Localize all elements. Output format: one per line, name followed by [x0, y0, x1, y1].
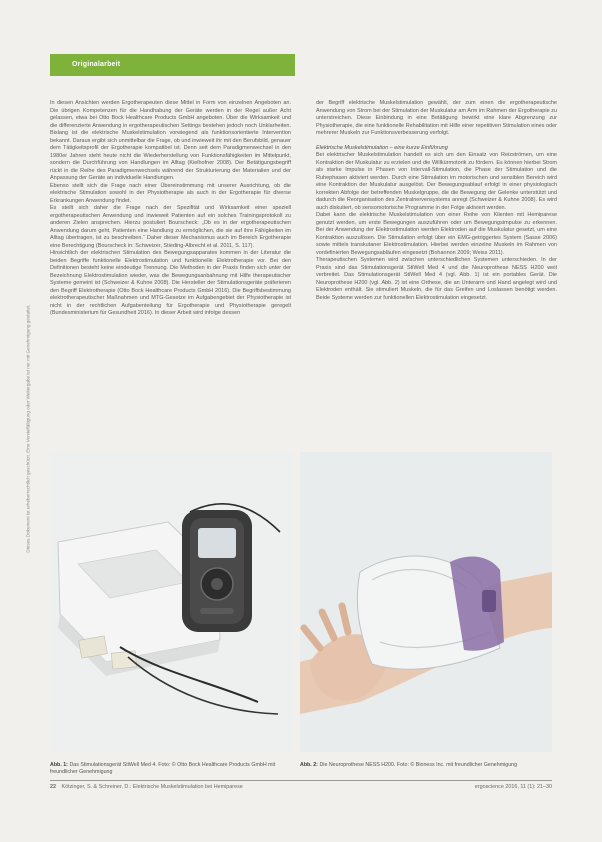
footer-left: [50, 784, 243, 790]
caption-text: Die Neuroprothese NESS H200. Foto: © Bioness Inc. mit freundlicher Genehmigung: [319, 762, 518, 768]
paragraph: Dabei kann die elektrische Muskelstimulation von einer Reihe von Klienten mit Hemiparese genutzt werden, um erste Bewegungen auszuführen oder um Bewegungsimpulse zu erkennen. Bei der Anwendung der Elektrostimulation werden Elektroden auf die Muskulatur gesetzt, um eine Kontraktion auszulösen. Die Stimulation erfolgt über ein EMG-getriggertes System (Sasse 2006) sowie mittels transkutaner Elektrostimulation. Hierbei werden einzelne Muskeln im Rahmen von vordefinierten Bewegungsabläufen eingesetzt (Bohannon 2009; Weiss 2011).: [316, 212, 557, 256]
running-title: Kötzinger, S. & Schreiner, D.: Elektrische Muskelstimulation bei Hemiparese: [61, 784, 243, 790]
footer-divider: [50, 780, 552, 781]
paragraph: Es stellt sich daher die Frage nach der Spezifität und Wirksamkeit einer speziell ergotherapeutischen Anwendung und inwieweit Patienten auf ein solches Trainingsprotokoll zu anderen Zielen ansprechen. Hierzu postuliert Bourscheck: „Ob es in der ergotherapeutischen Anwendung darum geht, Patienten eine Handlung zu ermöglichen, die sie auf ihre Fähigkeiten im Alltag übertragen, ist zu beschreiben.“ Daher dieser Mechanismus auch im Bereich Ergotherapie eine Berechtigung (Bourscheck in: Schweizer, Stieding-Albrecht et al. 2011, S. 117).: [50, 205, 291, 249]
right-column: [316, 100, 557, 418]
figure-stiwell-device: [50, 452, 294, 752]
caption-text: Das Stimulationsgerät StiWell Med 4. Foto: © Otto Bock Healthcare Products GmbH mit freundlicher Genehmigung: [50, 762, 276, 775]
caption-label: Abb. 1:: [50, 762, 68, 768]
caption-label: Abb. 2:: [300, 762, 318, 768]
figure-ness-h200: [300, 452, 552, 752]
section-heading: Elektrische Muskelstimulation – eine kurze Einführung: [316, 144, 448, 151]
section-rubric: Originalarbeit: [50, 54, 295, 76]
figure-2-caption: [300, 762, 552, 769]
left-column: [50, 100, 291, 418]
paragraph: In diesen Ansichten werden Ergotherapeuten diese Mittel in Form von einzelnen Angeboten an. Die übrigen Kompetenzen für die Handhabung der Geräte werden in der Regel außer Acht gelassen, etwa bei Otto Bock Healthcare Products GmbH angeboten. Über die Wirksamkeit und die differenzierte Anwendung in ergotherapeutischen Settings bestehen jedoch noch Unklarheiten. Bislang ist die elektrische Muskelstimulation vorwiegend als funktionsorientierte Intervention bekannt. Daraus ergibt sich unmittelbar die Frage, ob und inwieweit ihr mit den Berufsbild, genauer dem Tätigkeitsprofil der Ergotherapie kompatibel ist. Denn seit dem Paradigmenwechsel in den 1980er Jahren steht heute nicht die Wiederherstellung von Funktionsfähigkeiten im Mittelpunkt, sondern die Durchführung von Handlungen im Alltag (Kielhofner 2008). Der Betätigungsbegriff rückt in die Reihe des Paradigmenwechsels während der Strukturierung der Materialien und der Anpassung der Geräte an individuelle Handlungen.: [50, 100, 291, 181]
footer-journal: ergoscience 2016, 11 (1): 21–30: [474, 784, 552, 790]
paragraph: Bei elektrischer Muskelstimulation handelt es sich um den Einsatz von Reizströmen, um eine Kontraktion der Muskulatur zu erzielen und die Willkürmotorik zu fördern. Es können hierbei Strom als starke Impulse in Phasen von Intervall-Stimulation, die Phase der Stimulation und die Ruhephasen aktiviert werden. Durch eine Stimulation im motorischen und sensiblen Bereich wird eine Kontraktion der Muskulatur ausgelöst. Der Bewegungsablauf erfolgt in einer physiologisch korrekten Abfolge der betreffenden Muskelgruppe, die die Bewegung der Gelenke unterstützt und dadurch die Reorganisation des Zentralnervensystems anregt (Schweizer & Kuhne 2008). Es wird auch diskutiert, ob sensomotorische Programme in der Folge aktiviert werden.: [316, 152, 557, 211]
paragraph: Ebenso stellt sich die Frage nach einer Übereinstimmung mit unserer Ausrichtung, ob die elektrische Stimulation sowohl in der Physiotherapie als auch in der Ergotherapie für diverse Erkrankungen Anwendung findet.: [50, 182, 291, 204]
page-number: 22: [50, 784, 56, 790]
device-photo-illustration: [50, 452, 294, 752]
orthosis-photo-illustration: [300, 452, 552, 752]
copyright-margin-note: [24, 100, 32, 760]
paragraph: Hinsichtlich der elektrischen Stimulation des Bewegungsapparates kommen in der Literatur die beiden Begriffe funktionelle Elektrostimulation und funktionelle Elektrotherapie vor. Bei den Definitionen besteht keine eindeutige Trennung. Die Methoden in der Praxis finden sich unter der Bezeichnung Elektrostimulation wieder, was die Bewegungsanbahnung mit Hilfe therapeutischer Systeme gemeint ist (Schweizer & Kuhne 2008). Die Hersteller der Stimulationsgeräte präferieren den Begriff Elektrotherapie (Otto Bock Healthcare Products GmbH 2016). Die Begriffsbestimmung elektrotherapeutischer Maßnahmen und MTG-Gesetze im Aufgabengebiet der Physiotherapie ist nicht in der rechtlichen Aufgabenteilung für Ergotherapie und Physiotherapie geregelt (Bundesministerium für Gesundheit 2016). In dieser Arbeit wird infolge dessen: [50, 250, 291, 316]
copyright-text: Dieses Dokument ist urheberrechtlich geschützt. Eine Vervielfältigung oder Weitergabe ist nur mit Genehmigung gestattet.: [25, 304, 31, 553]
paragraph: der Begriff elektrische Muskelstimulation gewählt, der zum einen die ergotherapeutische Anwendung von Strom bei der Stimulation der Muskulatur am Arm im Rahmen der Ergotherapie zu unterstreichen. Diese Einbindung in eine Betätigung bewirkt eine klare Abgrenzung zur Physiotherapie, die eine funktionelle Rehabilitation mit Hilfe einer repetitiven Stimulation eines oder mehrerer Muskeln zur Funktionsverbesserung verfolgt.: [316, 100, 557, 136]
figure-1-caption: [50, 762, 294, 776]
paragraph: Therapeutischen Systemen wird zwischen unterschiedlichen Systemen unterschieden. In der Praxis sind das Stimulationsgerät StiWell Med 4 und die Neuroprothese NESS H200 weit verbreitet. Das Stimulationsgerät StiWell Med 4 (vgl. Abb. 1) ist ein portables Gerät. Die Neuroprothese H200 (vgl. Abb. 2) ist eine Orthese, die an Unterarm und Hand angelegt wird und Elektroden enthält. Sie stimuliert Muskeln, die für das Greifen und Loslassen benötigt werden. Beide Systeme werden zur funktionellen Elektrostimulation eingesetzt.: [316, 257, 557, 301]
